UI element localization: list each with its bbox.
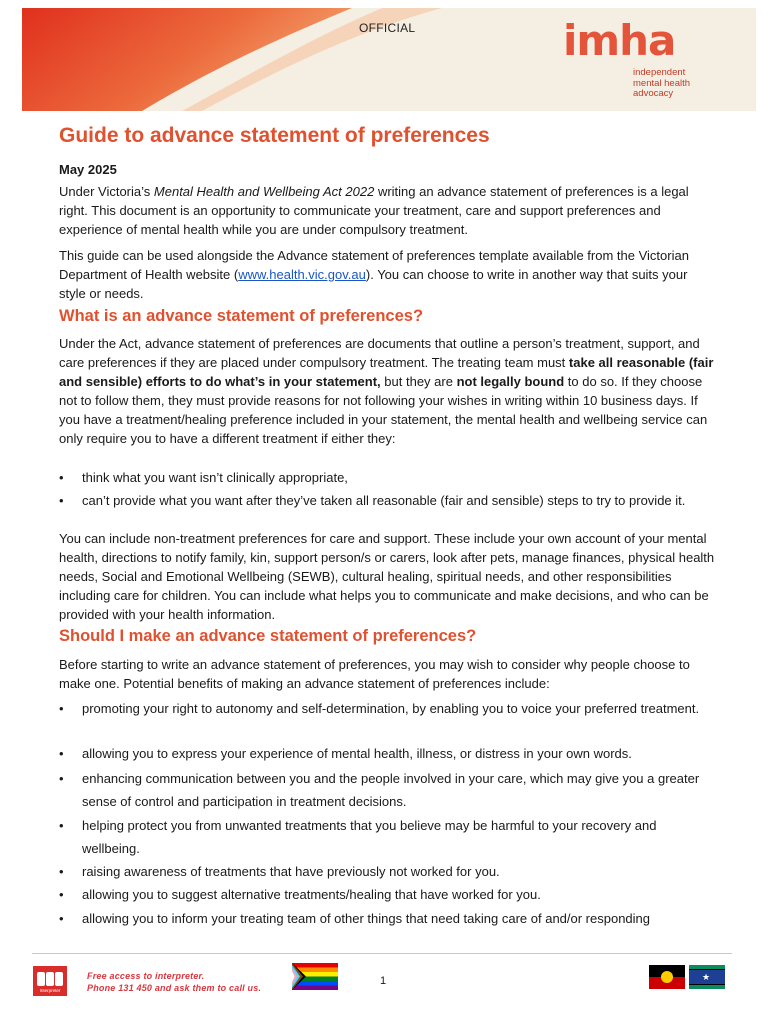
bullet: • xyxy=(59,746,64,761)
bullet: • xyxy=(59,911,64,926)
imha-logo: imha xyxy=(563,16,676,65)
publication-date: May 2025 xyxy=(59,162,117,177)
section-heading-should-i: Should I make an advance statement of preferences? xyxy=(59,627,477,645)
interpreter-icon: Interpreter xyxy=(33,966,67,996)
section2-paragraph-1: Before starting to write an advance statement of preferences, you may wish to consider why people choose to make one. Potential benefits of making an advance statement of preferences include: xyxy=(59,657,690,691)
bullet: • xyxy=(59,701,64,716)
imha-logo-tagline: independent mental health advocacy xyxy=(633,67,691,99)
bullet: • xyxy=(59,771,64,786)
footer-divider xyxy=(32,953,732,954)
interpreter-notice: Free access to interpreter. Phone 131 450 and ask them to call us. xyxy=(87,971,262,993)
classification-label: OFFICIAL xyxy=(359,21,416,35)
section1-paragraph-2: You can include non-treatment preferences for care and support. These include your own account of your mental health, directions to notify family, kin, support person/s or carers, look after pets, manage finances, physical health needs, Social and Emotional Wellbeing (SEWB), cultural healing, spiritual needs, and other responsibilities including care for children. You can include what helps you to communicate and make decisions, and who can be provided with your health information. xyxy=(59,531,715,622)
section-heading-what-is: What is an advance statement of preferences? xyxy=(59,307,424,325)
health-website-link[interactable]: www.health.vic.gov.au xyxy=(238,267,366,282)
act-name: Mental Health and Wellbeing Act 2022 xyxy=(153,184,375,199)
section1-paragraph-1: Under the Act, advance statement of preferences are documents that outline a person’s treatment, support, and care preferences if they are placed under compulsory treatment. The treating team must take all reasonable (fair and sensible) efforts to do what’s in your statement, but they are not legally bound to do so. If they choose not to follow them, they must provide reasons for not following your wishes in writing within 10 business days. If you have a treatment/healing preference included in your statement, the mental health and wellbeing service can only require you to have a different treatment if either they: xyxy=(59,336,714,446)
intro-paragraph-2: This guide can be used alongside the Advance statement of preferences template available from the Victorian Department of Health website (www.health.vic.gov.au). You can choose to write in another way that suits your style or needs. xyxy=(59,248,689,301)
torres-strait-islander-flag-icon: ★ xyxy=(689,965,725,989)
page-number: 1 xyxy=(380,975,387,987)
header-banner xyxy=(22,8,756,111)
bullet: • xyxy=(59,887,64,902)
progress-pride-flag-icon xyxy=(292,963,338,990)
bullet: • xyxy=(59,818,64,833)
bullet: • xyxy=(59,864,64,879)
bullet: • xyxy=(59,470,64,485)
aboriginal-flag-icon xyxy=(649,965,685,989)
bullet: • xyxy=(59,493,64,508)
intro-paragraph-1: Under Victoria’s Mental Health and Wellbeing Act 2022 writing an advance statement of preferences is a legal right. This document is an opportunity to communicate your treatment, care and support preferences and experience of mental health while you are under compulsory treatment. xyxy=(59,184,689,237)
page-title: Guide to advance statement of preferences xyxy=(59,124,490,147)
